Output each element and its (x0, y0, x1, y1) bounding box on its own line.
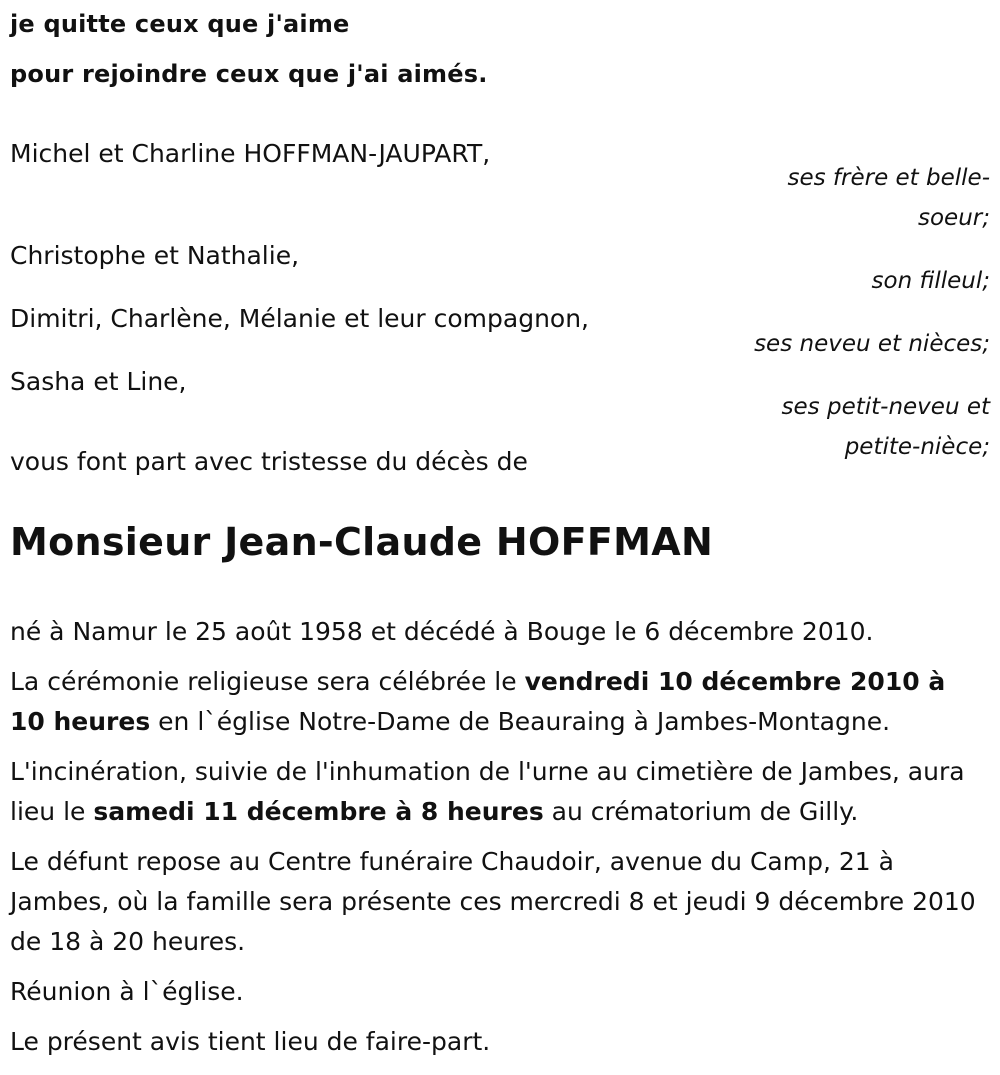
repose-paragraph: Le défunt repose au Centre funéraire Chaudoir, avenue du Camp, 21 à Jambes, où la famille sera présente ces mercredi 8 et jeudi 9 décembre 2010 de 18 à 20 heures. (10, 847, 976, 956)
incineration-date: samedi 11 décembre à 8 heures (93, 797, 544, 826)
details-block (10, 612, 980, 1072)
family-names-2: Christophe et Nathalie, (10, 241, 300, 270)
incineration-text-start: L'incinération, suivie de l'inhumation de l'urne au cimetière de Jambes, aura lieu le (10, 757, 965, 826)
ceremony-date: vendredi 10 décembre 2010 à 10 heures (10, 667, 946, 736)
incineration-text-end: au crématorium de Gilly. (543, 797, 859, 826)
deceased-name: Monsieur Jean-Claude HOFFMAN (10, 520, 714, 564)
family-relation-4-line-1: ses petit-neveu et (781, 394, 990, 420)
family-relation-3: ses neveu et nièces; (754, 331, 990, 357)
incineration-paragraph (10, 752, 980, 832)
intro-line-1: je quitte ceux que j'aime (10, 10, 350, 38)
family-relation-1-line-2: soeur; (918, 205, 990, 231)
family-names-4: Sasha et Line, (10, 367, 187, 396)
family-relation-1 (787, 158, 990, 238)
family-relation-1-line-1: ses frère et belle- (787, 165, 990, 191)
family-relation-2: son filleul; (871, 268, 990, 294)
family-relation-4 (782, 387, 990, 467)
family-relation-4-line-2: petite-nièce; (844, 434, 990, 460)
intro-line-2: pour rejoindre ceux que j'ai aimés. (10, 60, 488, 88)
ceremony-text-start: La cérémonie religieuse sera célébrée le (10, 667, 525, 696)
reunion-paragraph: Réunion à l`église. (10, 977, 244, 1006)
ceremony-paragraph (10, 662, 980, 742)
birth-death-paragraph: né à Namur le 25 août 1958 et décédé à Bouge le 6 décembre 2010. (10, 617, 874, 646)
family-names-3: Dimitri, Charlène, Mélanie et leur compagnon, (10, 304, 590, 333)
notice-paragraph: Le présent avis tient lieu de faire-part. (10, 1027, 491, 1056)
ceremony-text-end: en l`église Notre-Dame de Beauraing à Jambes-Montagne. (150, 707, 891, 736)
announcement-text: vous font part avec tristesse du décès de (10, 447, 528, 476)
family-names-1: Michel et Charline HOFFMAN-JAUPART, (10, 139, 491, 168)
